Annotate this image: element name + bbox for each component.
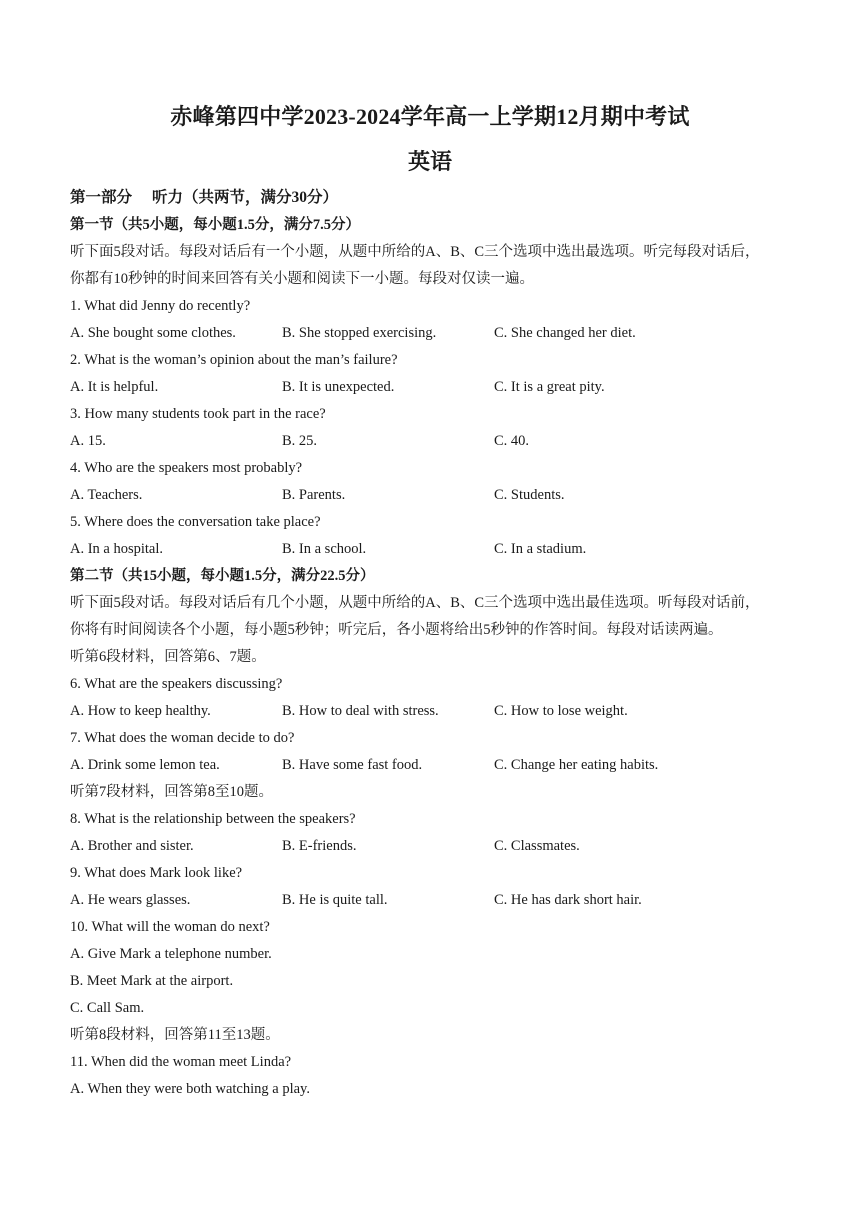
part-one-label: 第一部分 [70, 189, 133, 206]
question-2-option-b: B. It is unexpected. [282, 379, 395, 395]
question-7-stem: 7. What does the woman decide to do? [70, 730, 295, 746]
question-1-option-a: A. She bought some clothes. [70, 325, 236, 341]
question-8-option-a: A. Brother and sister. [70, 838, 194, 854]
section-two-instructions-line-2: 你将有时间阅读各个小题，每小题5秒钟；听完后，各小题将给出5秒钟的作答时间。每段对话读两遍。 [70, 622, 723, 638]
question-7-option-b: B. Have some fast food. [282, 757, 423, 773]
question-11-option-a: A. When they were both watching a play. [70, 1081, 310, 1097]
question-3-option-c: C. 40. [494, 433, 530, 449]
question-10-option-a: A. Give Mark a telephone number. [70, 946, 272, 962]
question-5-option-a: A. In a hospital. [70, 541, 164, 557]
question-4-option-a: A. Teachers. [70, 487, 143, 503]
question-2-option-c: C. It is a great pity. [494, 379, 605, 395]
question-2-stem: 2. What is the woman’s opinion about the man’s failure? [70, 352, 398, 368]
question-10-option-b: B. Meet Mark at the airport. [70, 973, 234, 989]
question-10-option-c: C. Call Sam. [70, 1000, 145, 1016]
question-4-option-b: B. Parents. [282, 487, 346, 503]
question-5-option-c: C. In a stadium. [494, 541, 587, 557]
section-one-heading: 第一节（共5小题，每小题1.5分，满分7.5分） [70, 217, 360, 233]
question-3-option-a: A. 15. [70, 433, 106, 449]
question-9-stem: 9. What does Mark look like? [70, 865, 243, 881]
question-3-stem: 3. How many students took part in the race? [70, 406, 326, 422]
question-6-option-b: B. How to deal with stress. [282, 703, 439, 719]
question-8-option-b: B. E-friends. [282, 838, 357, 854]
section-two-instructions-line-1: 听下面5段对话。每段对话后有几个小题，从题中所给的A、B、C三个选项中选出最佳选项。听每段对话前， [70, 595, 760, 611]
question-5-option-b: B. In a school. [282, 541, 367, 557]
question-2-option-a: A. It is helpful. [70, 379, 159, 395]
exam-subject: 英语 [407, 149, 452, 174]
exam-title: 赤峰第四中学2023-2024学年高一上学期12月期中考试 [170, 104, 690, 129]
question-6-stem: 6. What are the speakers discussing? [70, 676, 283, 692]
section-one-instructions-line-1: 听下面5段对话。每段对话后有一个小题，从题中所给的A、B、C三个选项中选出最选项。听完每段对话后， [70, 244, 760, 260]
question-4-stem: 4. Who are the speakers most probably? [70, 460, 303, 476]
question-1-stem: 1. What did Jenny do recently? [70, 298, 251, 314]
question-3-option-b: B. 25. [282, 433, 318, 449]
section-two-heading: 第二节（共15小题，每小题1.5分，满分22.5分） [70, 568, 375, 584]
question-5-stem: 5. Where does the conversation take place? [70, 514, 321, 530]
section-one-instructions-line-2: 你都有10秒钟的时间来回答有关小题和阅读下一小题。每段对仅读一遍。 [70, 271, 534, 287]
question-9-option-c: C. He has dark short hair. [494, 892, 642, 908]
question-9-option-b: B. He is quite tall. [282, 892, 388, 908]
question-8-option-c: C. Classmates. [494, 838, 580, 854]
question-6-option-c: C. How to lose weight. [494, 703, 628, 719]
part-one-detail: 听力（共两节，满分30分） [152, 189, 339, 206]
passage-8-instruction: 听第8段材料，回答第11至13题。 [70, 1027, 280, 1043]
passage-6-instruction: 听第6段材料，回答第6、7题。 [70, 649, 266, 665]
question-9-option-a: A. He wears glasses. [70, 892, 191, 908]
question-7-option-a: A. Drink some lemon tea. [70, 757, 220, 773]
question-4-option-c: C. Students. [494, 487, 565, 503]
question-11-stem: 11. When did the woman meet Linda? [70, 1054, 292, 1070]
question-10-stem: 10. What will the woman do next? [70, 919, 270, 935]
question-7-option-c: C. Change her eating habits. [494, 757, 659, 773]
question-6-option-a: A. How to keep healthy. [70, 703, 211, 719]
question-8-stem: 8. What is the relationship between the speakers? [70, 811, 356, 827]
question-1-option-c: C. She changed her diet. [494, 325, 636, 341]
passage-7-instruction: 听第7段材料，回答第8至10题。 [70, 784, 273, 800]
part-one-heading [70, 188, 790, 208]
question-1-option-b: B. She stopped exercising. [282, 325, 437, 341]
